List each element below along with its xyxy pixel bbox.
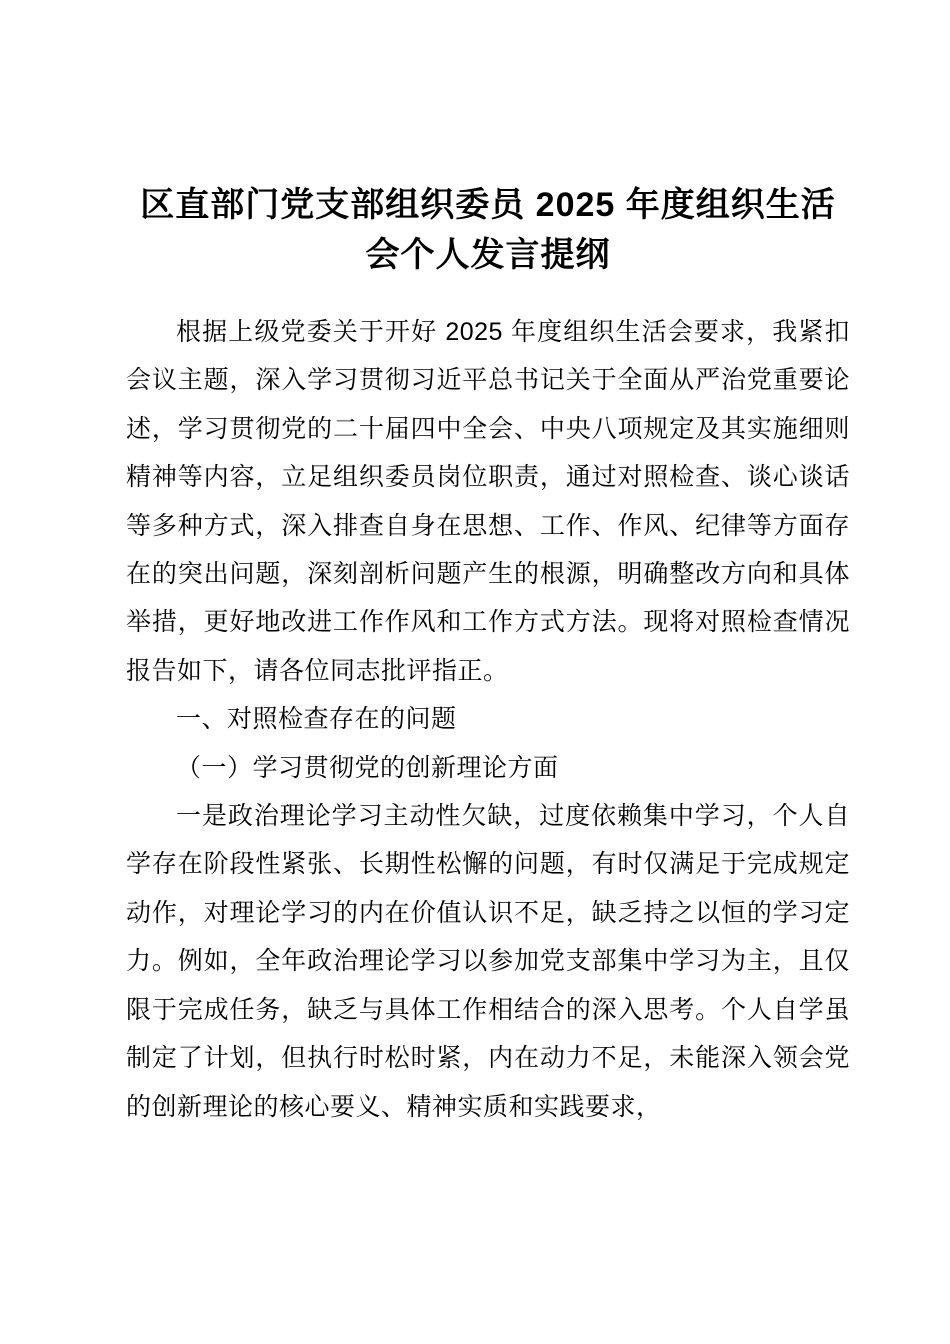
section-heading: 一、对照检查存在的问题 <box>176 705 457 734</box>
subsection-heading: （一）学习贯彻党的创新理论方面 <box>176 753 559 782</box>
issue-paragraph: 一是政治理论学习主动性欠缺，过度依赖集中学习，个人自学存在阶段性紧张、长期性松懈的问题，有时仅满足于完成规定动作，对理论学习的内在价值认识不足，缺乏持之以恒的学习定力。例如，全年政治理论学习以参加党支部集中学习为主，且仅限于完成任务，缺乏与具体工作相结合的深入思考。个人自学虽制定了计划，但执行时松时紧，内在动力不足，未能深入领会党的创新理论的核心要义、精神实质和实践要求， <box>126 802 850 1121</box>
document-title: 区直部门党支部组织委员 2025 年度组织生活会个人发言提纲 <box>140 186 836 274</box>
intro-paragraph: 根据上级党委关于开好 2025 年度组织生活会要求，我紧扣会议主题，深入学习贯彻习近平总书记关于全面从严治党重要论述，学习贯彻党的二十届四中全会、中央八项规定及其实施细则精神等内容，立足组织委员岗位职责，通过对照检查、谈心谈话等多种方式，深入排查自身在思想、工作、作风、纪律等方面存在的突出问题，深刻剖析问题产生的根源，明确整改方向和具体举措，更好地改进工作作风和工作方式方法。现将对照检查情况报告如下，请各位同志批评指正。 <box>126 318 850 685</box>
document-body <box>126 308 850 1131</box>
